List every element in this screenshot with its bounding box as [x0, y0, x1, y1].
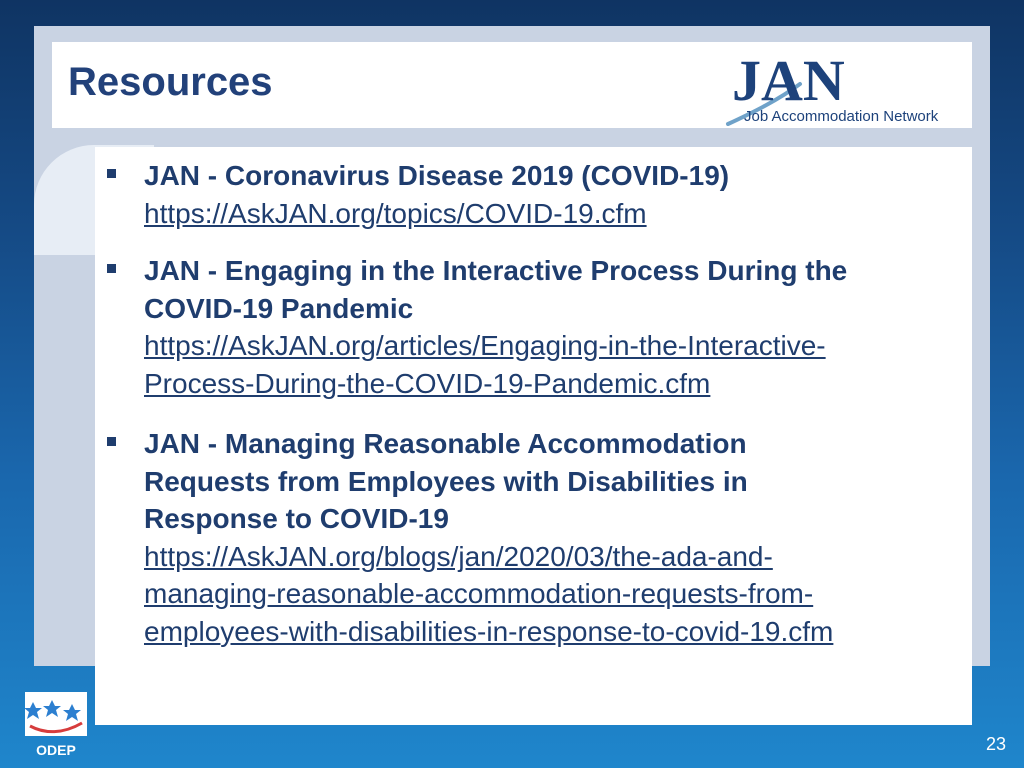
title-bar — [52, 42, 972, 128]
odep-logo-text: ODEP — [36, 742, 76, 758]
bullet-icon — [107, 169, 116, 178]
resource-link-line[interactable]: https://AskJAN.org/articles/Engaging-in-the-Interactive- — [144, 330, 826, 361]
odep-logo — [25, 692, 87, 760]
resource-item — [95, 252, 955, 402]
resource-title-line: Requests from Employees with Disabilities in — [144, 465, 748, 497]
jan-logo-mark: JAN — [732, 48, 845, 113]
resource-title-line: JAN - Managing Reasonable Accommodation — [144, 428, 747, 459]
resource-link[interactable]: https://AskJAN.org/topics/COVID-19.cfm — [144, 197, 647, 229]
page-number: 23 — [985, 734, 1006, 754]
resource-item — [95, 157, 955, 232]
resource-link-line[interactable]: Process-During-the-COVID-19-Pandemic.cfm — [144, 367, 711, 399]
resource-title-line: JAN - Engaging in the Interactive Process During the — [144, 255, 848, 286]
resource-item — [95, 425, 955, 650]
resource-title-line: Response to COVID-19 — [144, 503, 449, 534]
resource-text — [144, 425, 955, 650]
resource-link-line[interactable]: https://AskJAN.org/blogs/jan/2020/03/the-ada-and- — [144, 540, 773, 572]
resource-text — [144, 157, 955, 232]
jan-logo-caption: Job Accommodation Network — [744, 108, 939, 125]
jan-logo — [714, 46, 964, 126]
resource-text — [144, 252, 955, 402]
bullet-icon — [107, 264, 116, 273]
bullet-icon — [107, 437, 116, 446]
resource-link-line[interactable]: managing-reasonable-accommodation-requests-from- — [144, 578, 814, 609]
resource-title-line: COVID-19 Pandemic — [144, 292, 414, 324]
resource-title: JAN - Coronavirus Disease 2019 (COVID-19) — [144, 160, 730, 191]
content-panel — [95, 147, 972, 725]
page-title: Resources — [68, 60, 273, 104]
resource-link-line[interactable]: employees-with-disabilities-in-response-to-covid-19.cfm — [144, 615, 834, 647]
